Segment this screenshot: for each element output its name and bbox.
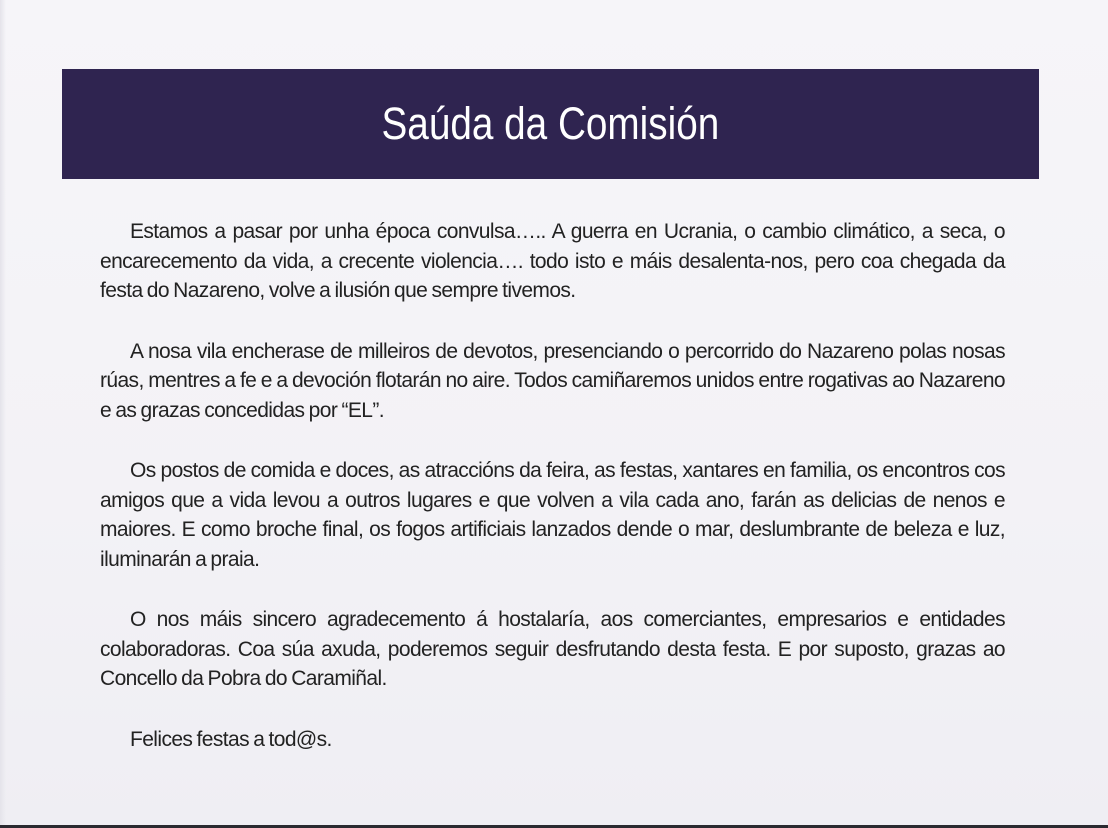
page-title: Saúda da Comisión: [381, 98, 720, 149]
letter-body: [100, 217, 1005, 785]
paragraph-2: A nosa vila encherase de milleiros de devotos, presenciando o percorrido do Nazareno polas nosas rúas, mentres a fe e a devoción flotarán no aire. Todos camiñaremos unidos entre rogativas ao Nazareno e as grazas concedidas por “EL”.: [100, 339, 1005, 422]
closing-greeting: Felices festas a tod@s.: [130, 727, 332, 751]
page-left-shadow: [0, 0, 6, 828]
paragraph-4: O nos máis sincero agradecemento á hostalaría, aos comerciantes, empresarios e entidades colaboradoras. Coa súa axuda, poderemos seguir desfrutando desta festa. E por suposto, grazas ao Concello da Pobra do Caramiñal.: [100, 608, 1005, 690]
title-banner: [62, 69, 1039, 179]
paragraph-1: Estamos a pasar por unha época convulsa….. A guerra en Ucrania, o cambio climático, a seca, o encarecemento da vida, a crecente violencia…. todo isto e máis desalenta-nos, pero coa chegada da festa do Nazareno, volve a ilusión que sempre tivemos.: [100, 220, 1005, 302]
paragraph-3: Os postos de comida e doces, as atraccións da feira, as festas, xantares en familia, os encontros cos amigos que a vida levou a outros lugares e que volven a vila cada ano, farán as delicias de nenos e maiores. E como broche final, os fogos artificiais lanzados dende o mar, deslumbrante de beleza e luz, iluminarán a praia.: [100, 459, 1005, 571]
